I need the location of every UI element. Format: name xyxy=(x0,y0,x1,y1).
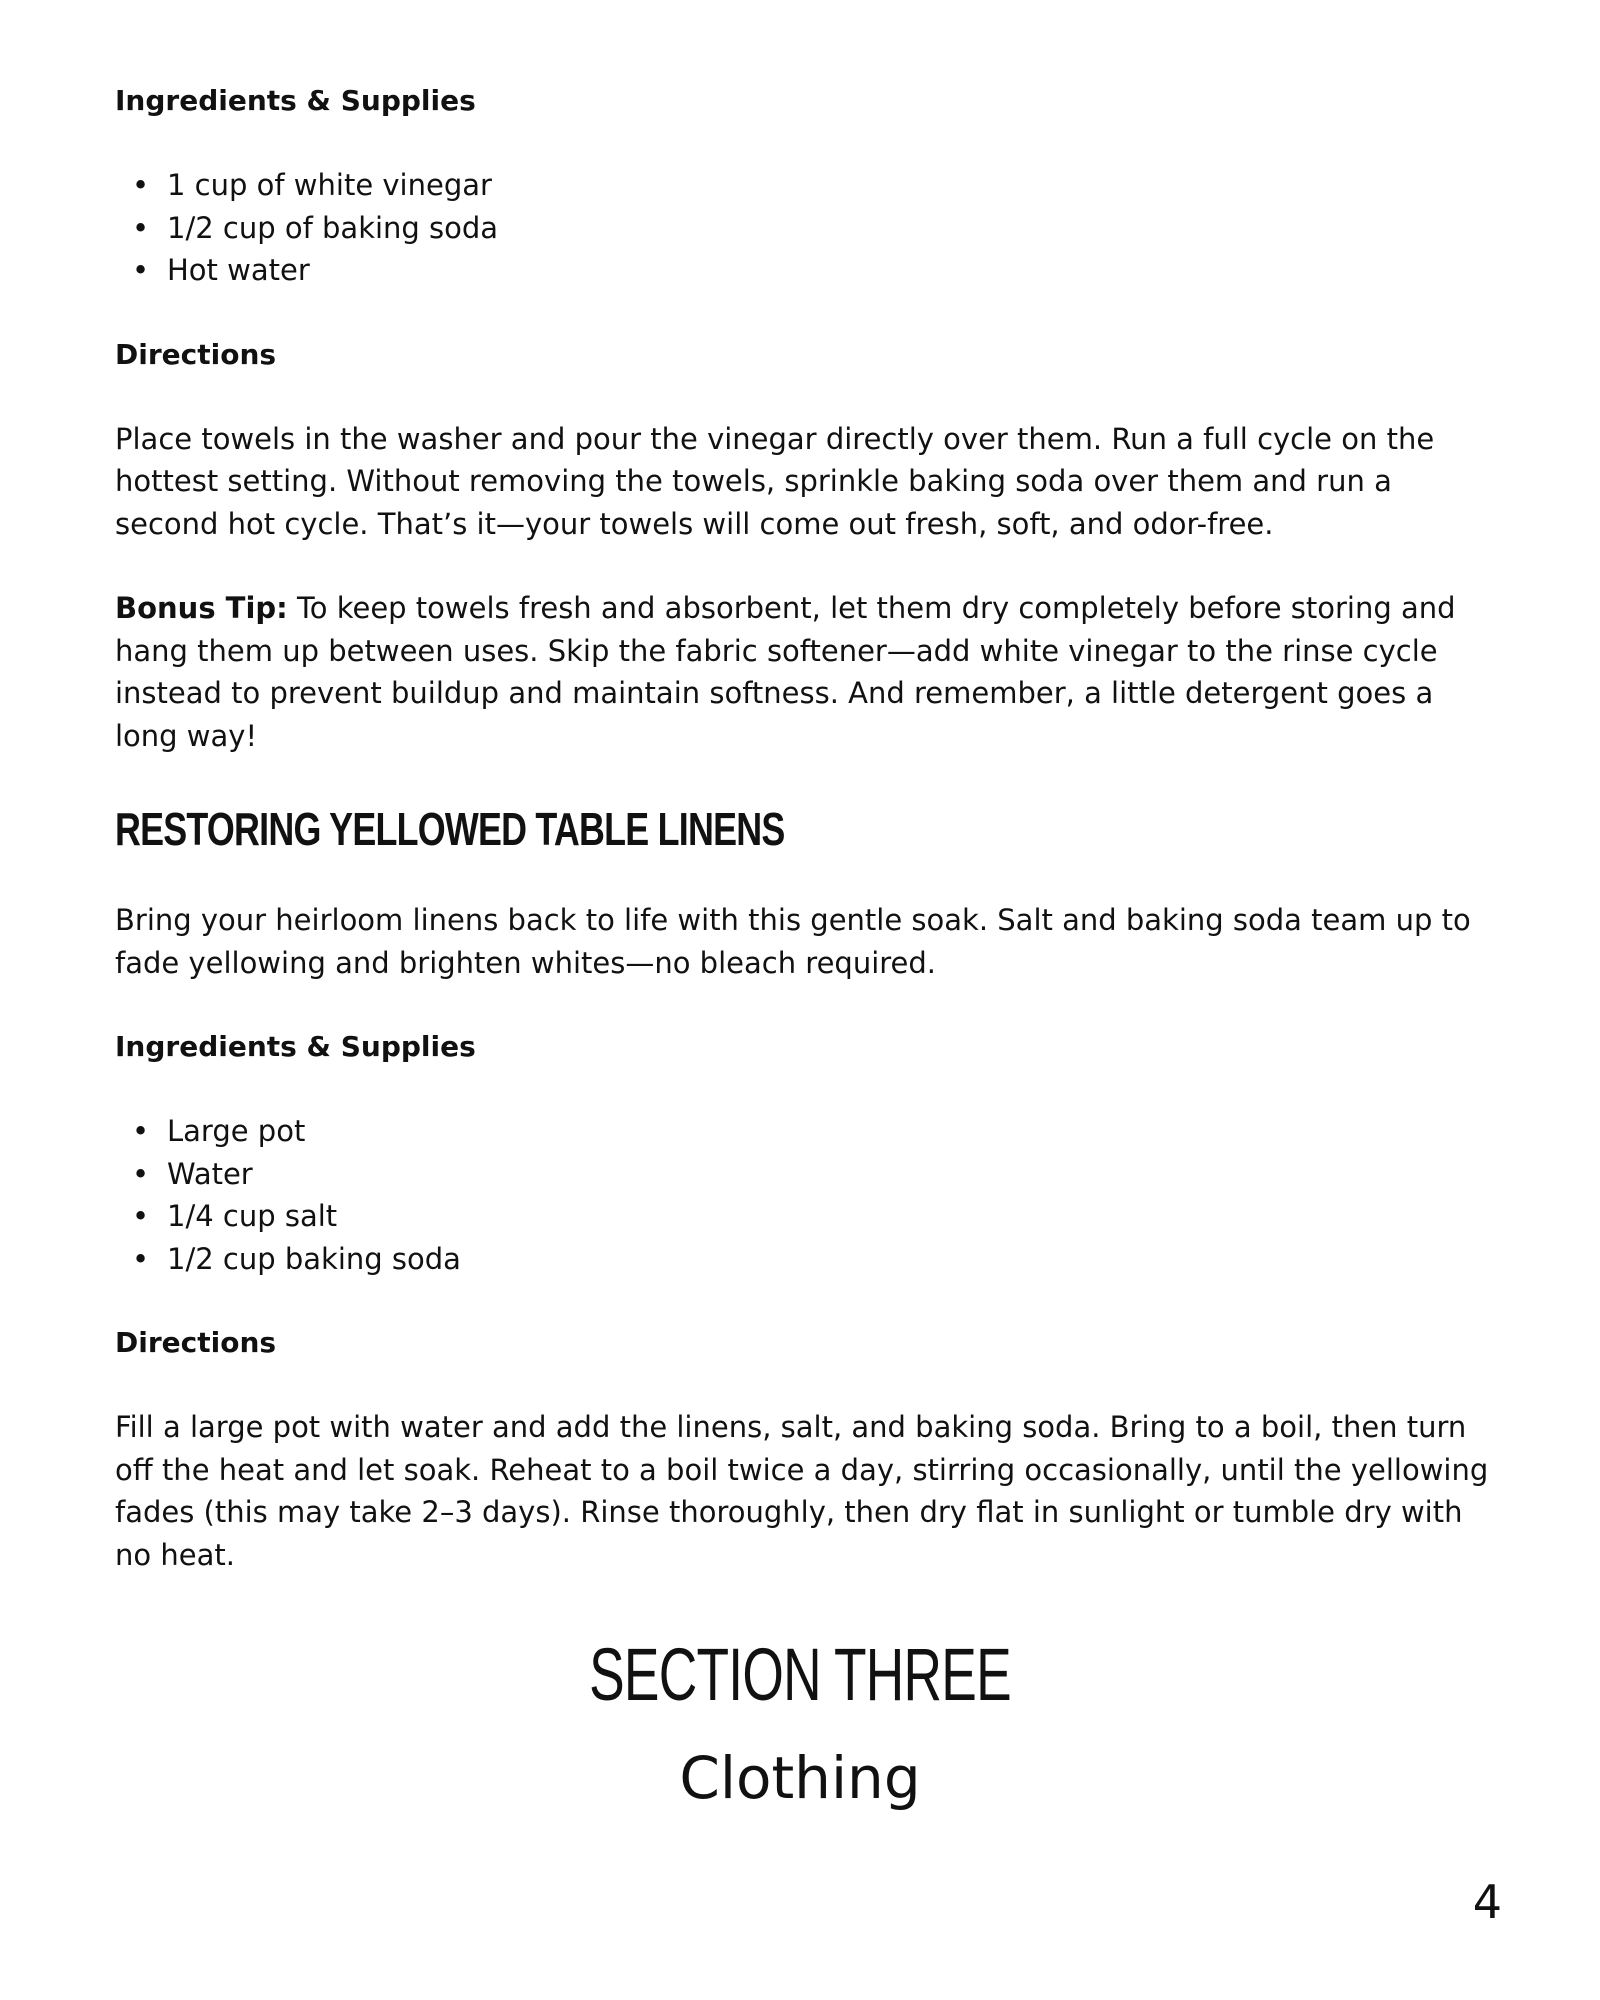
section-subtitle: Clothing xyxy=(679,1744,921,1812)
bullet-icon: • xyxy=(132,1156,150,1191)
list-item-text: 1/2 cup of baking soda xyxy=(167,210,499,245)
list-item xyxy=(115,207,1495,250)
list-item-text: Water xyxy=(167,1156,253,1191)
directions-heading: Directions xyxy=(115,1326,277,1359)
list-item-text: 1/2 cup baking soda xyxy=(167,1241,461,1276)
list-item-text: Large pot xyxy=(167,1114,306,1148)
list-item xyxy=(115,1153,1495,1196)
ingredients-heading: Ingredients & Supplies xyxy=(115,1030,476,1063)
list-item xyxy=(115,164,1495,207)
section-title: SECTION THREE xyxy=(589,1633,1011,1716)
page-content xyxy=(115,80,1495,1618)
list-item xyxy=(115,249,1495,292)
bullet-icon: • xyxy=(132,253,150,287)
list-item xyxy=(115,1110,1495,1153)
intro-text: Bring your heirloom linens back to life with this gentle soak. Salt and baking soda team up to fade yellowing and brighten whites—no bleach required. xyxy=(115,903,1471,980)
bullet-icon: • xyxy=(132,1114,150,1148)
list-item xyxy=(115,1238,1495,1281)
bullet-icon: • xyxy=(132,1199,150,1233)
bonus-tip-text: To keep towels fresh and absorbent, let them dry completely before storing and hang them up between uses. Skip the fabric softener—add white vinegar to the rinse cycle instead to prevent buildup and maintain softness. And remember, a little detergent goes a long way! xyxy=(115,591,1456,753)
list-item xyxy=(115,1195,1495,1238)
list-item-text: 1/4 cup salt xyxy=(167,1199,338,1233)
ingredients-list xyxy=(115,164,1495,292)
directions-text: Fill a large pot with water and add the linens, salt, and baking soda. Bring to a boil, then turn off the heat and let soak. Reheat to a boil twice a day, stirring occasionally, until the yellowing fades (this may take 2–3 days). Rinse thoroughly, then dry flat in sunlight or tumble dry with no heat. xyxy=(115,1410,1489,1572)
directions-heading: Directions xyxy=(115,337,277,371)
bullet-icon: • xyxy=(132,1241,150,1276)
bullet-icon: • xyxy=(132,168,150,202)
bonus-tip xyxy=(115,587,1495,757)
list-item-text: 1 cup of white vinegar xyxy=(167,168,492,202)
ingredients-list xyxy=(115,1110,1495,1280)
section-heading: RESTORING YELLOWED TABLE LINENS xyxy=(115,803,785,855)
page-number: 4 xyxy=(1472,1875,1502,1929)
list-item-text: Hot water xyxy=(167,253,310,287)
bullet-icon: • xyxy=(132,210,150,245)
ingredients-heading: Ingredients & Supplies xyxy=(115,84,476,117)
bonus-tip-label: Bonus Tip: xyxy=(115,591,288,625)
directions-text: Place towels in the washer and pour the vinegar directly over them. Run a full cycle on the hottest setting. Without removing the towels, sprinkle baking soda over them and run a second hot cycle. That’s it—your towels will come out fresh, soft, and odor-free. xyxy=(115,421,1435,541)
